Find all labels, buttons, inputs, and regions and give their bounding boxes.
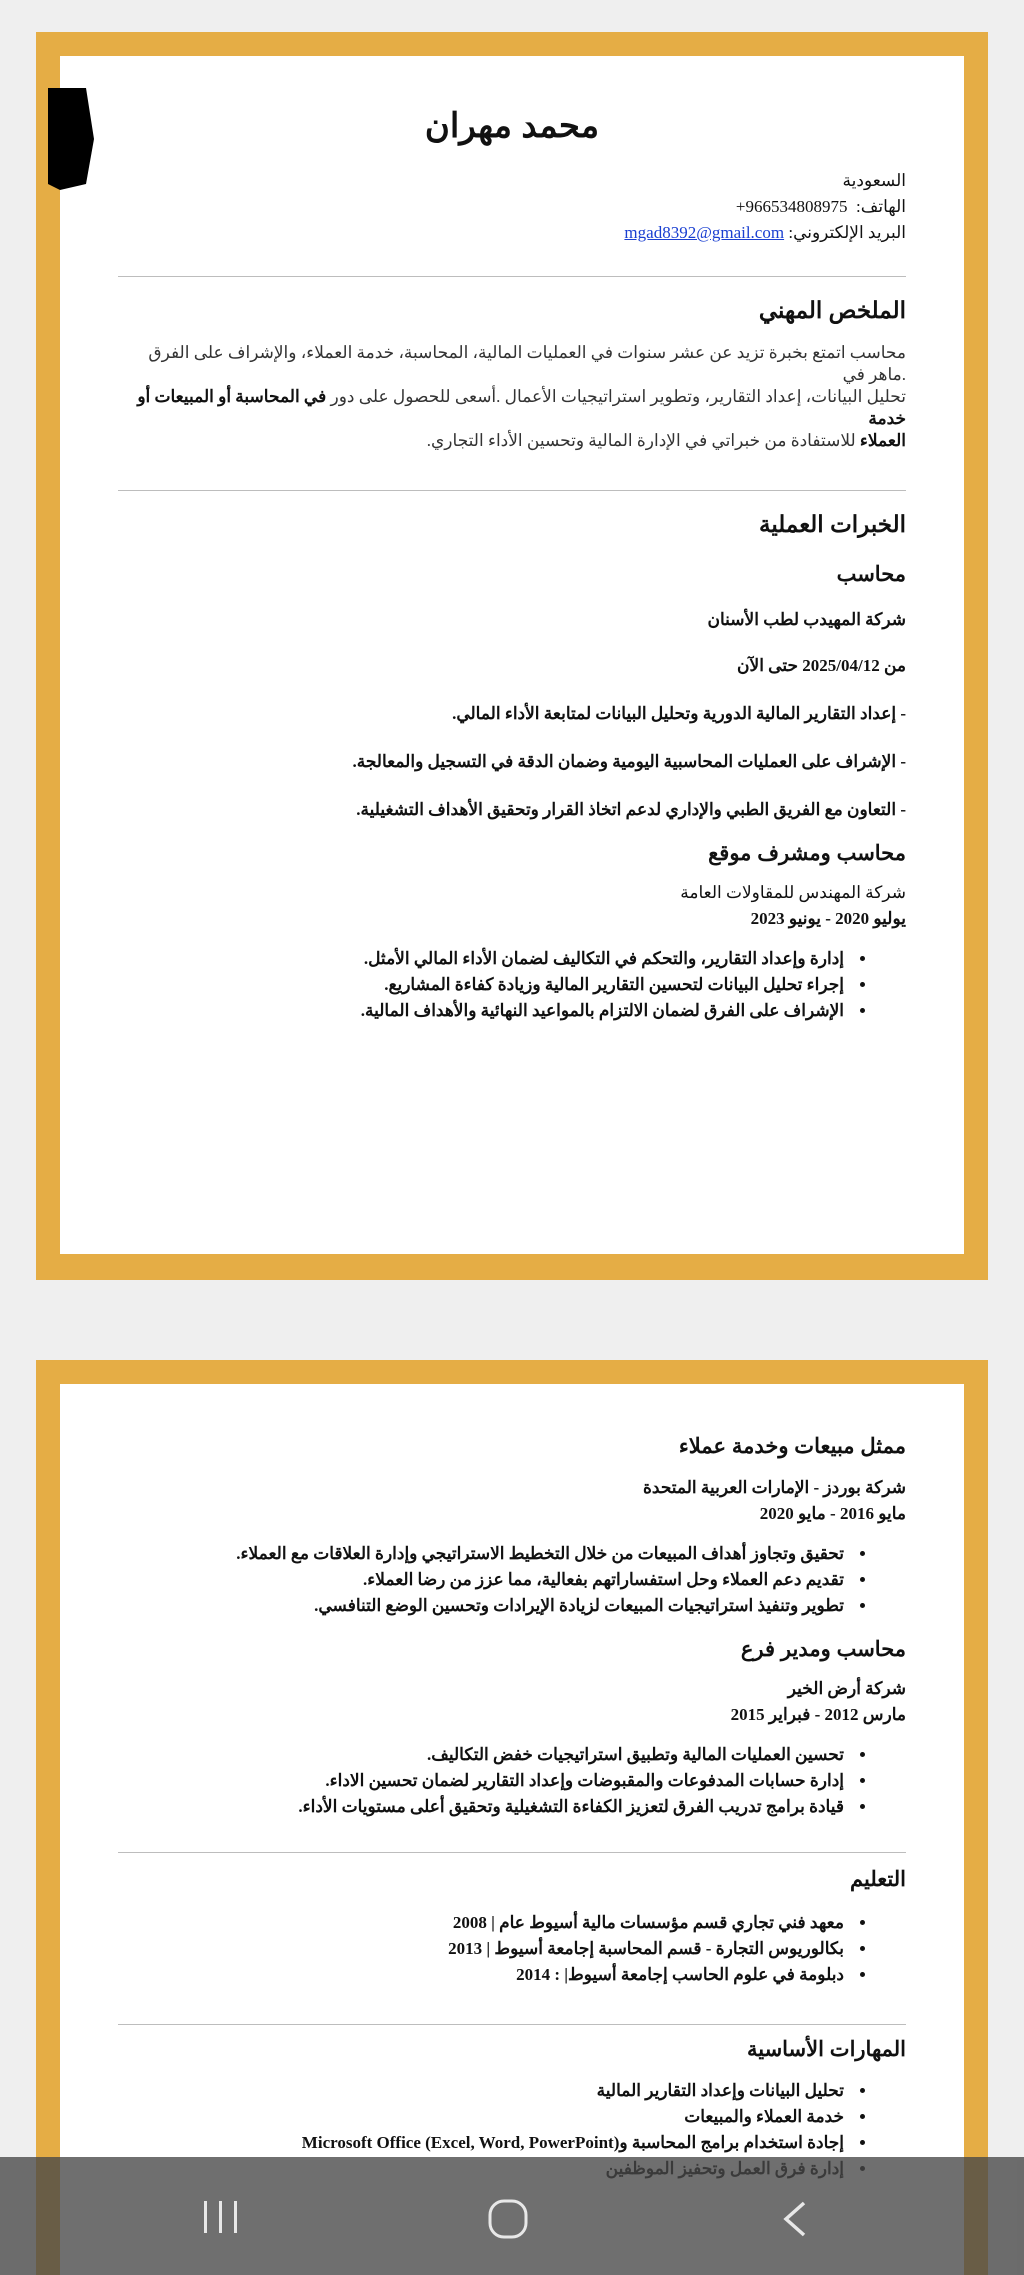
page-content [118,1384,906,2182]
experience-title: الخبرات العملية [759,511,906,537]
job-dates: مارس 2012 - فبراير 2015 [730,1705,906,1724]
divider [118,276,906,277]
summary-line [118,386,906,430]
summary-line: محاسب اتمتع بخبرة تزيد عن عشر سنوات في العمليات المالية، المحاسبة، خدمة العملاء، والإشراف على الفرق .ماهر في [148,343,906,384]
page-content [118,56,906,1024]
list-item: • إجادة استخدام برامج المحاسبة و(Microsoft Office (Excel, Word, PowerPoint [118,2130,848,2156]
education-title: التعليم [850,1868,906,1891]
phone-number: +966534808975 [735,197,848,216]
resume-page-2 [36,1360,988,2275]
phone-label: الهاتف: [856,197,906,216]
divider [118,2024,906,2025]
bookmark-icon[interactable] [48,88,94,190]
list-item: • تقديم دعم العملاء وحل استفساراتهم بفعالية، مما عزز من رضا العملاء. [118,1567,848,1593]
list-item: • تحقيق وتجاوز أهداف المبيعات من خلال التخطيط الاستراتيجي وإدارة العلاقات مع العملاء. [118,1541,848,1567]
list-item: • قيادة برامج تدريب الفرق لتعزيز الكفاءة التشغيلية وتحقيق أعلى مستويات الأداء. [118,1794,848,1820]
job-title: محاسب ومشرف موقع [708,842,906,865]
skills-title: المهارات الأساسية [746,2038,906,2061]
email-link[interactable]: mgad8392@gmail.com [624,223,785,242]
job-dates: من 2025/04/12 حتى الآن [737,656,906,675]
list-item: • معهد فني تجاري قسم مؤسسات مالية أسيوط عام | 2008 [118,1910,848,1936]
list-item: • دبلومة في علوم الحاسب إجامعة أسيوط| : 2014 [118,1962,848,1988]
summary-line [118,430,906,452]
job-task: - الإشراف على العمليات المحاسبية اليومية وضمان الدقة في التسجيل والمعالجة. [352,752,906,771]
job-dates: مايو 2016 - مايو 2020 [759,1504,906,1523]
summary-part: للاستفادة من خبراتي في الإدارة المالية وتحسين الأداء التجاري. [426,431,856,450]
home-icon[interactable] [486,2197,532,2243]
summary-part: تحليل البيانات، إعداد التقارير، وتطوير استراتيجيات الأعمال .أسعى للحصول على دور [326,387,906,406]
summary-text [118,342,906,452]
resume-page-1 [36,32,988,1280]
contact-block [118,168,906,246]
back-icon[interactable] [776,2197,816,2241]
job-task-list [118,1742,906,1820]
email-line [118,220,906,246]
summary-title: الملخص المهني [758,297,906,323]
list-item: • إدارة وإعداد التقارير، والتحكم في التكاليف لضمان الأداء المالي الأمثل. [118,946,848,972]
divider [118,490,906,491]
page-sheet [60,1384,964,2275]
list-item: • الإشراف على الفرق لضمان الالتزام بالمواعيد النهائية والأهداف المالية. [118,998,848,1024]
navigation-bar [0,2157,1024,2275]
job-dates: يوليو 2020 - يونيو 2023 [750,909,906,928]
job-company: شركة أرض الخير [787,1679,906,1698]
recent-apps-icon[interactable] [198,2197,244,2237]
job-task-list [118,1541,906,1619]
job-title: محاسب [836,563,906,586]
divider [118,1852,906,1853]
list-item: • تطوير وتنفيذ استراتيجيات المبيعات لزيادة الإيرادات وتحسين الوضع التنافسي. [118,1593,848,1619]
list-item: • بكالوريوس التجارة - قسم المحاسبة إجامعة أسيوط | 2013 [118,1936,848,1962]
list-item: • إدارة حسابات المدفوعات والمقبوضات وإعداد التقارير لضمان تحسين الاداء. [118,1768,848,1794]
resume-name: محمد مهران [424,107,600,145]
list-item: • خدمة العملاء والمبيعات [118,2104,848,2130]
job-title: محاسب ومدير فرع [740,1638,906,1661]
job-task-list [118,946,906,1024]
location: السعودية [842,171,906,190]
education-list [118,1910,906,1988]
list-item: • تحليل البيانات وإعداد التقارير المالية [118,2078,848,2104]
job-company: شركة المهيدب لطب الأسنان [707,610,906,629]
job-company: شركة بوردز - الإمارات العربية المتحدة [642,1478,906,1497]
job-title: ممثل مبيعات وخدمة عملاء [678,1435,906,1458]
phone-line [118,194,906,220]
list-item: • تحسين العمليات المالية وتطبيق استراتيجيات خفض التكاليف. [118,1742,848,1768]
job-task: - التعاون مع الفريق الطبي والإداري لدعم اتخاذ القرار وتحقيق الأهداف التشغيلية. [356,800,906,819]
list-item: • إجراء تحليل البيانات لتحسين التقارير المالية وزيادة كفاءة المشاريع. [118,972,848,998]
page-sheet [60,56,964,1254]
email-label: البريد الإلكتروني: [788,223,906,242]
summary-bold: في المحاسبة أو المبيعات أو خدمة [137,387,906,428]
job-task: - إعداد التقارير المالية الدورية وتحليل البيانات لمتابعة الأداء المالي. [452,704,906,723]
job-company: شركة المهندس للمقاولات العامة [680,883,906,902]
summary-bold: العملاء [855,431,906,450]
